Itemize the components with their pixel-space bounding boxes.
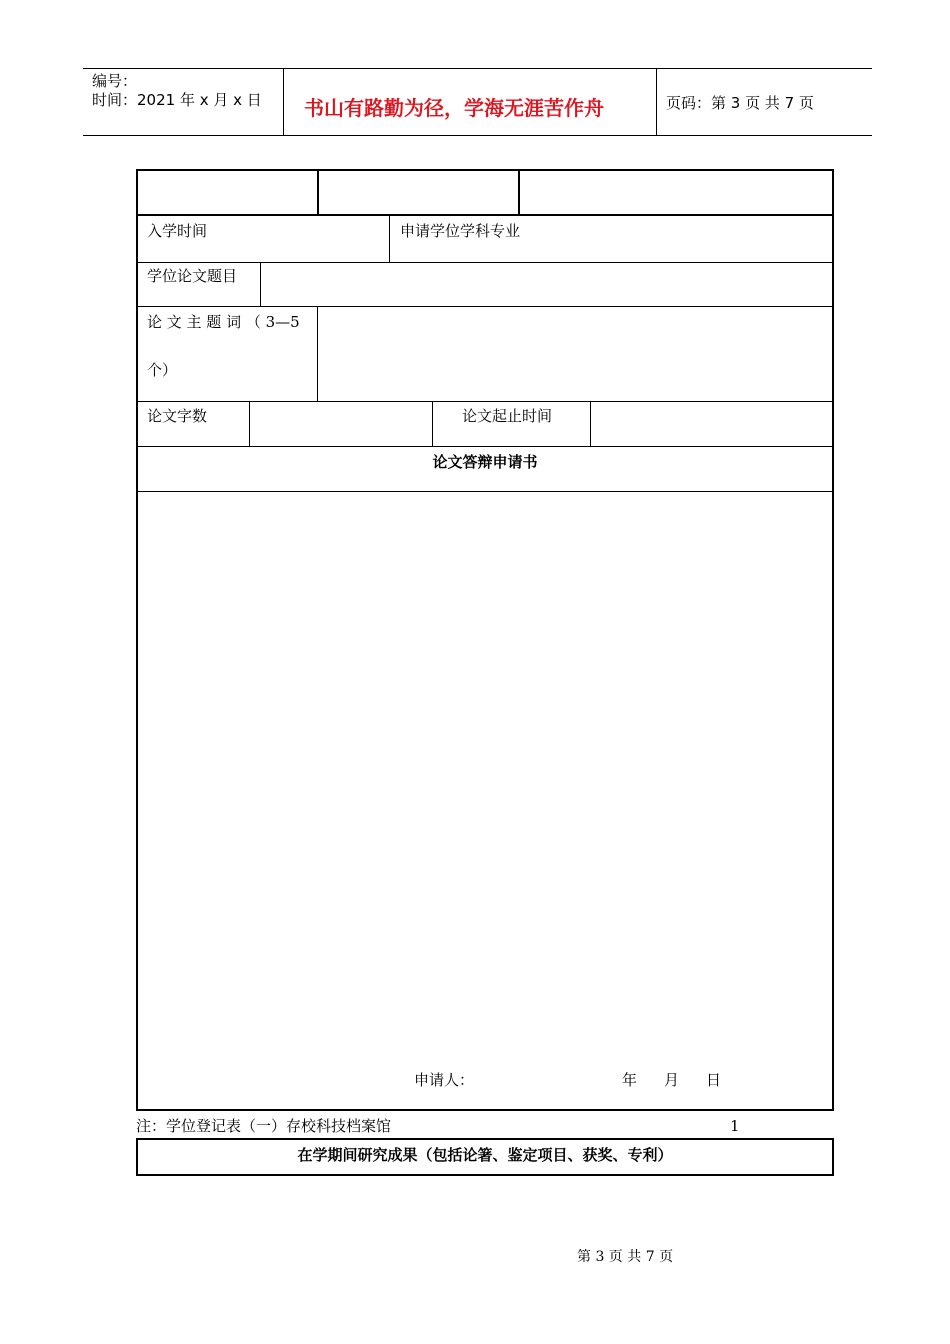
row-divider xyxy=(136,401,834,402)
keywords-label-line1: 论 文 主 题 词 （ 3—5 xyxy=(147,313,300,331)
row-divider xyxy=(136,306,834,307)
row-divider xyxy=(136,446,834,447)
note-number: 1 xyxy=(730,1117,740,1135)
page-footer: 第 3 页 共 7 页 xyxy=(577,1249,674,1265)
col-divider xyxy=(590,401,591,446)
archive-note: 注：学位登记表（一）存校科技档案馆 xyxy=(136,1117,392,1135)
keywords-label-line2: 个） xyxy=(147,361,178,379)
month-label: 月 xyxy=(664,1071,680,1089)
thesis-defense-form xyxy=(136,169,834,1111)
section-title: 论文答辩申请书 xyxy=(432,453,538,471)
col-divider xyxy=(260,262,261,306)
day-label: 日 xyxy=(706,1071,722,1089)
degree-major-label: 申请学位学科专业 xyxy=(400,222,521,240)
research-results-title: 在学期间研究成果（包括论箸、鉴定项目、获奖、专利） xyxy=(297,1146,673,1164)
header-divider-left xyxy=(283,69,284,136)
col-divider xyxy=(249,401,250,446)
doc-number-label: 编号： xyxy=(92,72,138,90)
header-top-rule xyxy=(83,68,872,69)
col-divider xyxy=(432,401,433,446)
page-indicator: 页码：第 3 页 共 7 页 xyxy=(666,94,814,112)
row-divider xyxy=(136,491,834,492)
row-divider xyxy=(136,262,834,263)
year-label: 年 xyxy=(622,1071,638,1089)
applicant-label: 申请人： xyxy=(414,1071,475,1089)
enroll-time-label: 入学时间 xyxy=(147,222,208,240)
word-count-label: 论文字数 xyxy=(147,407,208,425)
header-bottom-rule xyxy=(83,135,872,136)
header-motto: 书山有路勤为径，学海无涯苦作舟 xyxy=(304,96,604,120)
col-divider xyxy=(317,306,318,401)
row-divider xyxy=(136,214,834,216)
col-divider xyxy=(389,216,390,262)
doc-time-label: 时间：2021 年 x 月 x 日 xyxy=(92,91,262,109)
header-divider-right xyxy=(656,69,657,136)
col-divider xyxy=(317,169,319,216)
col-divider xyxy=(518,169,520,216)
thesis-title-label: 学位论文题目 xyxy=(147,267,238,285)
thesis-period-label: 论文起止时间 xyxy=(462,407,553,425)
